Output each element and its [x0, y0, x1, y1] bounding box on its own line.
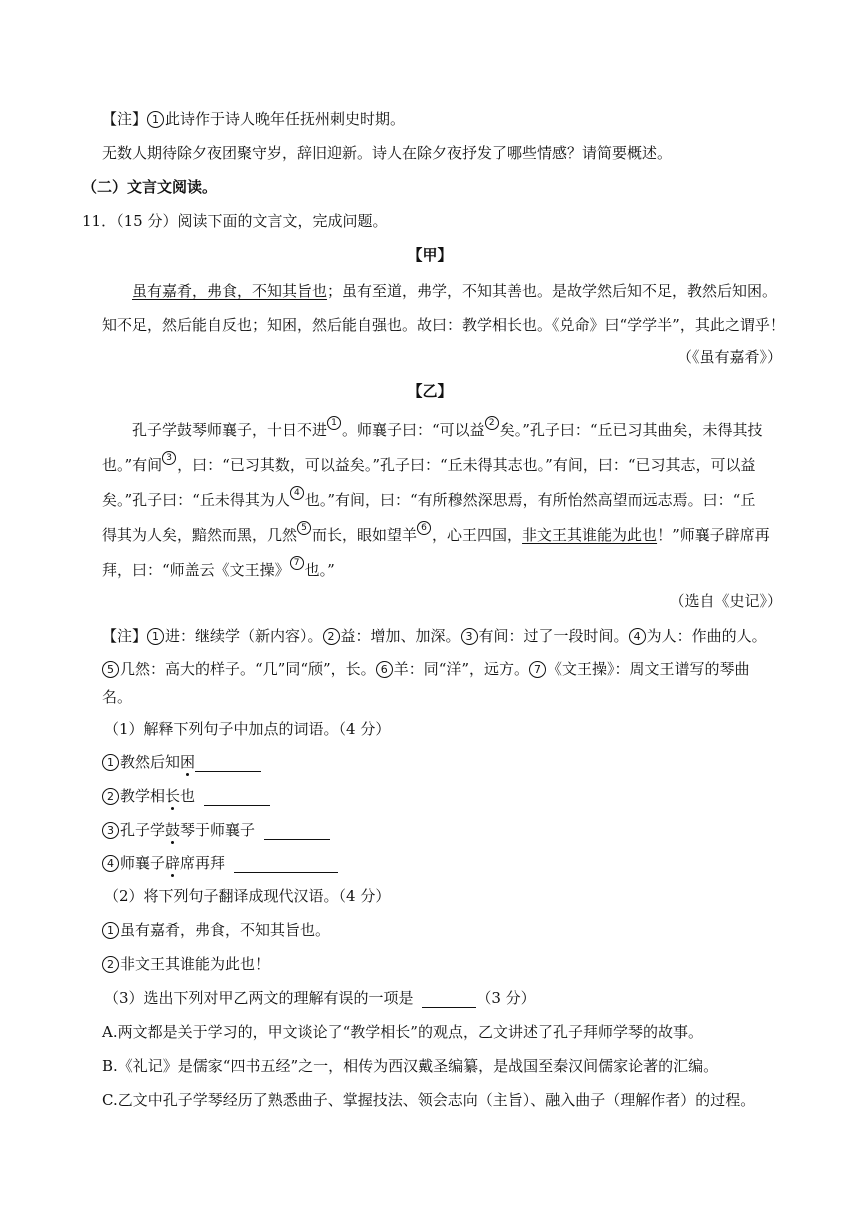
q1-item-3 [102, 820, 330, 840]
q2-item-2 [102, 954, 270, 974]
note-text: 羊：同“洋”，远方。 [393, 660, 530, 678]
footnote-marker: 5 [297, 521, 311, 535]
item-text: 虽有嘉肴，弗食，不知其旨也。 [120, 921, 331, 939]
passage-yi-source: （选自《史记》） [669, 592, 782, 610]
footnote-marker: 7 [290, 556, 304, 570]
notes-line-1 [102, 626, 767, 646]
circled-number: 2 [323, 628, 340, 645]
answer-blank[interactable] [234, 855, 338, 873]
yi-text: 也。”有间 [102, 456, 163, 474]
item-text: 教学相 [120, 787, 166, 805]
q1-item-2 [102, 786, 270, 806]
note-text: 益：增加、加深。 [340, 627, 461, 645]
yi-text: 。师襄子曰：“可以益 [342, 421, 485, 439]
yi-text: 而长，眼如望羊 [312, 526, 418, 544]
yi-text: ！”师襄子辟席再 [657, 526, 770, 544]
note-text: 几然：高大的样子。“几”同“颀”，长。 [120, 660, 376, 678]
circled-number: 5 [102, 661, 119, 678]
circled-number: 7 [529, 661, 546, 678]
item-text: 琴于师襄子 [180, 821, 260, 839]
q3-title-text: （3）选出下列对甲乙两文的理解有误的一项是 [104, 989, 419, 1007]
passage-yi-line-5 [102, 556, 335, 580]
answer-blank[interactable] [264, 822, 330, 840]
passage-yi-line-1 [132, 416, 763, 440]
note-text: 进：继续学（新内容）。 [165, 627, 323, 645]
footnote-marker: 3 [162, 451, 176, 465]
underlined-sentence: 非文王其谁能为此也 [522, 526, 658, 544]
q1-item-4 [102, 853, 338, 873]
item-text: 孔子学 [120, 821, 166, 839]
yi-text: ，心王四国， [432, 526, 523, 544]
item-text: 非文王其谁能为此也！ [120, 955, 271, 973]
poem-question: 无数人期待除夕夜团聚守岁，辞旧迎新。诗人在除夕夜抒发了哪些情感？请简要概述。 [102, 144, 673, 162]
option-a: A.两文都是关于学习的，甲文谈论了“教学相长”的观点，乙文讲述了孔子拜师学琴的故事。 [102, 1023, 703, 1041]
question-2-title: （2）将下列句子翻译成现代汉语。（4 分） [104, 887, 391, 905]
item-text: 师襄子 [120, 854, 166, 872]
question-1-title: （1）解释下列句子中加点的词语。（4 分） [104, 720, 391, 738]
note-bracket: 【注】 [102, 110, 148, 128]
section-title: （二）文言文阅读。 [82, 178, 218, 196]
yi-text: 拜，曰：“师盖云《文王操》 [102, 561, 290, 579]
footnote-marker: 6 [417, 521, 431, 535]
circled-number: 2 [102, 956, 119, 973]
circled-number: 2 [102, 788, 119, 805]
note-text: 有间：过了一段时间。 [478, 627, 629, 645]
yi-text: 矣。”孔子曰：“丘未得其为人 [102, 491, 290, 509]
option-b: B.《礼记》是儒家“四书五经”之一，相传为西汉戴圣编纂，是战国至秦汉间儒家论著的汇编。 [102, 1057, 719, 1075]
underlined-sentence: 虽有嘉肴，弗食，不知其旨也 [132, 282, 328, 300]
passage-jia-line-2: 知不足，然后能自反也；知困，然后能自强也。故曰：教学相长也。《兑命》曰“学学半”，其此之谓乎！ [102, 316, 785, 334]
circled-number: 3 [461, 628, 478, 645]
answer-blank[interactable] [195, 754, 261, 772]
circled-number: 4 [629, 628, 646, 645]
jia-line-1-rest: ；虽有至道，弗学，不知其善也。是故学然后知不足，教然后知困。 [327, 282, 778, 300]
footnote-marker: 4 [290, 486, 304, 500]
circled-number: 1 [102, 922, 119, 939]
q3-points: （3 分） [476, 989, 536, 1007]
passage-yi-title: 【乙】 [407, 382, 453, 400]
dotted-word: 鼓 [165, 821, 181, 839]
passage-yi-line-4 [102, 521, 770, 545]
item-text: 教然后知 [120, 753, 181, 771]
circled-number: 1 [147, 628, 164, 645]
q1-item-1 [102, 752, 261, 772]
dotted-word: 长 [165, 787, 181, 805]
notes-line-2 [102, 659, 750, 679]
circled-number: 1 [102, 754, 119, 771]
circled-number: 1 [147, 111, 164, 128]
question-11-intro: 11．（15 分）阅读下面的文言文，完成问题。 [82, 212, 388, 230]
poem-note [102, 109, 405, 129]
item-text: 席再拜 [180, 854, 230, 872]
passage-yi-line-3 [102, 486, 755, 510]
yi-text: ，曰：“已习其数，可以益矣。”孔子曰：“丘未得其志也。”有间，曰：“已习其志，可以益 [177, 456, 756, 474]
poem-note-text: 此诗作于诗人晚年任抚州刺史时期。 [165, 110, 406, 128]
option-c: C.乙文中孔子学琴经历了熟悉曲子、掌握技法、领会志向（主旨）、融入曲子（理解作者）的过程。 [102, 1091, 756, 1109]
question-3-title [104, 988, 536, 1008]
passage-jia-source: （《虽有嘉肴》） [676, 348, 782, 366]
notes-line-3: 名。 [102, 688, 133, 706]
passage-jia-line-1 [132, 281, 777, 301]
passage-jia-title: 【甲】 [407, 246, 453, 264]
footnote-marker: 2 [485, 416, 499, 430]
yi-text: 也。” [304, 561, 335, 579]
yi-text: 也。”有间，曰：“有所穆然深思焉，有所怡然高望而远志焉。曰：“丘 [304, 491, 756, 509]
yi-text: 得其为人矣，黯然而黑，几然 [102, 526, 298, 544]
yi-text: 孔子学鼓琴师襄子，十日不进 [132, 421, 328, 439]
footnote-marker: 1 [327, 416, 341, 430]
dotted-word: 困 [180, 753, 196, 771]
passage-yi-line-2 [102, 451, 756, 475]
answer-blank[interactable] [204, 788, 270, 806]
circled-number: 4 [102, 855, 119, 872]
note-bracket: 【注】 [102, 627, 148, 645]
note-text: 《文王操》：周文王谱写的琴曲 [547, 660, 750, 678]
item-text: 也 [180, 787, 200, 805]
yi-text: 矣。”孔子曰：“丘已习其曲矣，未得其技 [499, 421, 763, 439]
note-text: 为人：作曲的人。 [646, 627, 767, 645]
q2-item-1 [102, 920, 330, 940]
circled-number: 3 [102, 822, 119, 839]
answer-blank[interactable] [422, 990, 476, 1008]
dotted-word: 辟 [165, 854, 181, 872]
circled-number: 6 [376, 661, 393, 678]
